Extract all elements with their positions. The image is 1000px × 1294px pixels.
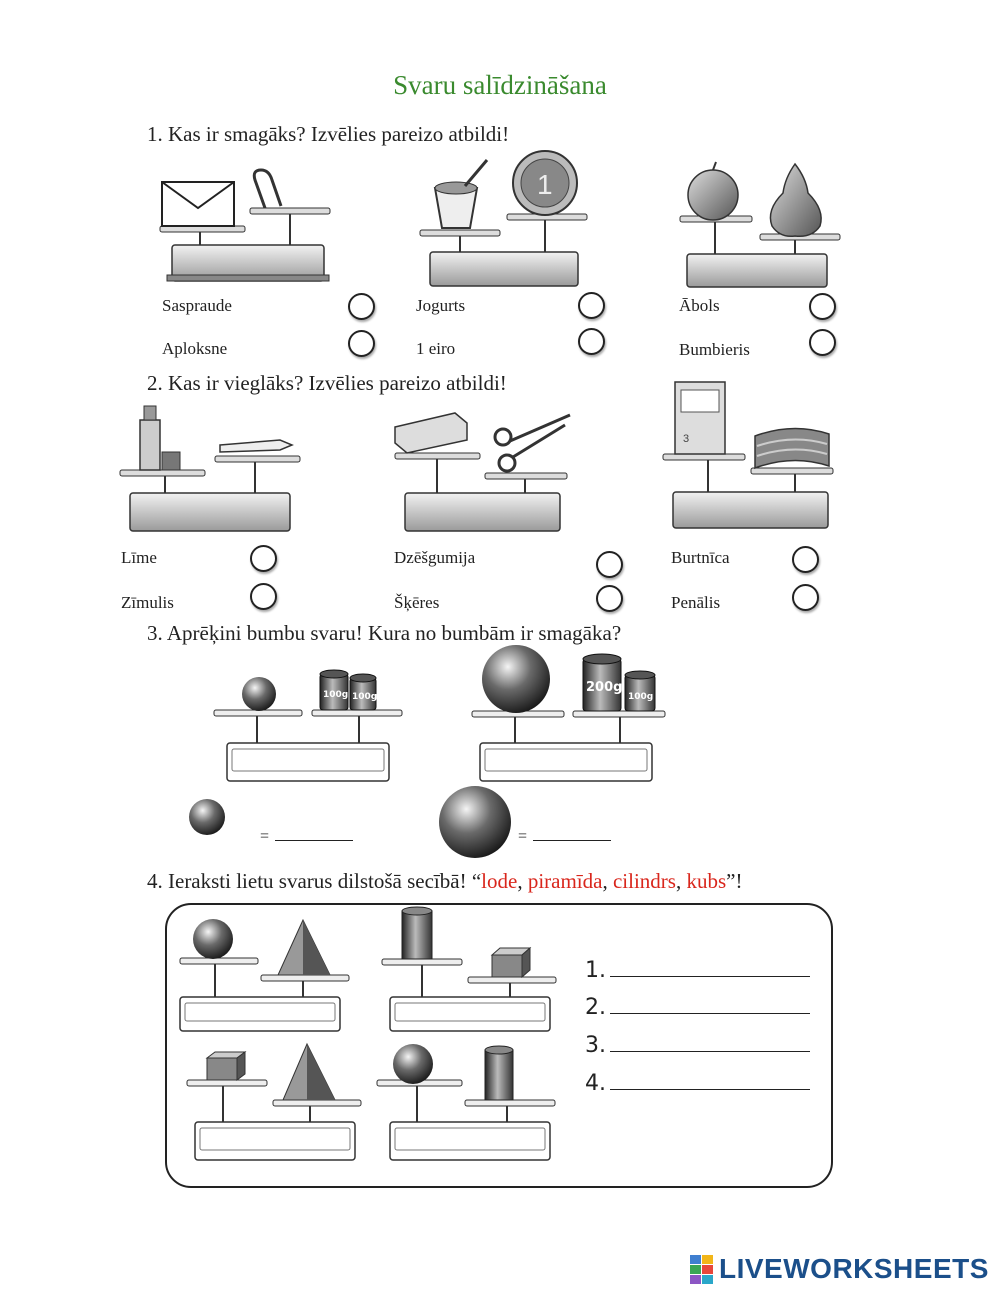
radio-bumbieris[interactable] bbox=[809, 329, 836, 356]
pencil-icon bbox=[220, 440, 292, 452]
q2-label-penalis: Penālis bbox=[671, 593, 721, 612]
scale-eraser-scissors bbox=[385, 405, 575, 535]
pyramid-icon bbox=[283, 1044, 335, 1100]
scale-glue-pencil bbox=[120, 400, 305, 535]
pencil-case-icon bbox=[755, 428, 829, 468]
answer-line[interactable] bbox=[610, 993, 810, 1014]
q2-label-zimulis: Zīmulis bbox=[121, 593, 174, 612]
weight-100g-icon bbox=[320, 670, 348, 710]
cylinder-icon bbox=[402, 907, 432, 959]
q2-label-dzesgumija: Dzēšgumija bbox=[394, 548, 476, 567]
radio-penalis[interactable] bbox=[792, 584, 819, 611]
answer-line[interactable] bbox=[533, 826, 611, 841]
apple-icon bbox=[688, 162, 738, 220]
equals-sign: = bbox=[518, 828, 528, 845]
cylinder-icon bbox=[485, 1046, 513, 1100]
envelope-icon bbox=[162, 182, 234, 226]
scale-notebook-pencilcase bbox=[663, 380, 838, 530]
radio-skeres[interactable] bbox=[596, 585, 623, 612]
sphere-icon bbox=[193, 919, 233, 959]
scale-small-ball-weights bbox=[212, 665, 407, 785]
radio-abols[interactable] bbox=[809, 293, 836, 320]
answer-row-2[interactable]: 2. bbox=[585, 993, 810, 1020]
q1-label-abols: Ābols bbox=[679, 296, 720, 315]
word-cilindrs: cilindrs bbox=[612, 869, 676, 893]
weight-label: 100g bbox=[323, 690, 349, 700]
scale-sphere-cylinder bbox=[375, 1040, 560, 1165]
weight-200g-icon bbox=[583, 654, 622, 711]
word-piramida: piramīda bbox=[527, 869, 603, 893]
scale-big-ball-weights bbox=[470, 645, 670, 785]
coin-icon bbox=[513, 151, 577, 215]
cube-icon bbox=[207, 1052, 245, 1080]
scale-yogurt-coin bbox=[415, 150, 595, 290]
question-4-text: 4. Ieraksti lietu svarus dilstošā secībā! “ bbox=[147, 869, 482, 893]
question-1: 1. Kas ir smagāks? Izvēlies pareizo atbildi! bbox=[147, 122, 510, 146]
radio-lime[interactable] bbox=[250, 545, 277, 572]
answer-line[interactable] bbox=[610, 956, 810, 977]
paperclip-icon bbox=[254, 170, 281, 208]
svg-text:1: 1 bbox=[537, 169, 553, 200]
q2-label-skeres: Šķēres bbox=[394, 593, 440, 612]
notebook-icon bbox=[675, 382, 725, 454]
radio-saspraude[interactable] bbox=[348, 293, 375, 320]
scale-cylinder-cube bbox=[380, 903, 560, 1035]
scale-cube-pyramid bbox=[185, 1040, 365, 1165]
scissors-icon bbox=[495, 415, 570, 471]
q1-label-aploksne: Aploksne bbox=[162, 339, 228, 358]
big-ball-answer-icon bbox=[438, 785, 513, 860]
answer-row-1[interactable]: 1. bbox=[585, 956, 810, 983]
word-kubs: kubs bbox=[686, 869, 727, 893]
answer-row-3[interactable]: 3. bbox=[585, 1031, 810, 1058]
scale-sphere-pyramid bbox=[175, 915, 355, 1035]
svg-text:3: 3 bbox=[683, 433, 690, 445]
answer-line[interactable] bbox=[610, 1031, 810, 1052]
q1-label-bumbieris: Bumbieris bbox=[679, 340, 750, 359]
page-title: Svaru salīdzināšana bbox=[393, 70, 607, 100]
weight-100g-icon bbox=[350, 674, 377, 710]
q2-label-burtnica: Burtnīca bbox=[671, 548, 730, 567]
q1-label-saspraude: Saspraude bbox=[162, 296, 232, 315]
radio-jogurts[interactable] bbox=[578, 292, 605, 319]
liveworksheets-logo bbox=[690, 1253, 989, 1285]
radio-1-eiro[interactable] bbox=[578, 328, 605, 355]
small-ball-weight-blank[interactable] bbox=[260, 826, 353, 846]
logo-icon bbox=[690, 1255, 713, 1284]
q2-label-lime: Līme bbox=[121, 548, 157, 567]
equals-sign: = bbox=[260, 828, 270, 845]
cube-icon bbox=[492, 948, 530, 977]
weight-100g-icon bbox=[625, 671, 655, 711]
question-4: 4. Ieraksti lietu svarus dilstošā secībā! “lode, piramīda, cilindrs, kubs”! bbox=[147, 869, 743, 893]
radio-zimulis[interactable] bbox=[250, 583, 277, 610]
radio-aploksne[interactable] bbox=[348, 330, 375, 357]
question-2: 2. Kas ir vieglāks? Izvēlies pareizo atbildi! bbox=[147, 371, 507, 395]
small-ball-icon bbox=[242, 677, 276, 711]
weight-label: 100g bbox=[352, 692, 378, 702]
q1-label-jogurts: Jogurts bbox=[416, 296, 466, 315]
weight-label: 200g bbox=[586, 680, 623, 695]
small-ball-answer-icon bbox=[188, 798, 228, 838]
q1-label-1-eiro: 1 eiro bbox=[416, 339, 456, 358]
sphere-icon bbox=[393, 1044, 433, 1084]
scale-apple-pear bbox=[680, 158, 845, 290]
yogurt-icon bbox=[435, 160, 487, 228]
word-lode: lode bbox=[481, 869, 518, 893]
radio-burtnica[interactable] bbox=[792, 546, 819, 573]
big-ball-weight-blank[interactable] bbox=[518, 826, 611, 846]
pyramid-icon bbox=[278, 920, 330, 975]
logo-text: LIVEWORKSHEETS bbox=[719, 1253, 989, 1284]
radio-dzesgumija[interactable] bbox=[596, 551, 623, 578]
answer-line[interactable] bbox=[610, 1069, 810, 1090]
weight-label: 100g bbox=[628, 692, 654, 702]
answer-row-4[interactable]: 4. bbox=[585, 1069, 810, 1096]
scale-envelope-paperclip bbox=[155, 170, 335, 285]
eraser-icon bbox=[395, 413, 467, 453]
pear-icon bbox=[770, 164, 821, 236]
glue-icon bbox=[140, 406, 180, 470]
big-ball-icon bbox=[482, 645, 550, 713]
answer-line[interactable] bbox=[275, 826, 353, 841]
question-3: 3. Aprēķini bumbu svaru! Kura no bumbām ir smagāka? bbox=[147, 621, 622, 645]
